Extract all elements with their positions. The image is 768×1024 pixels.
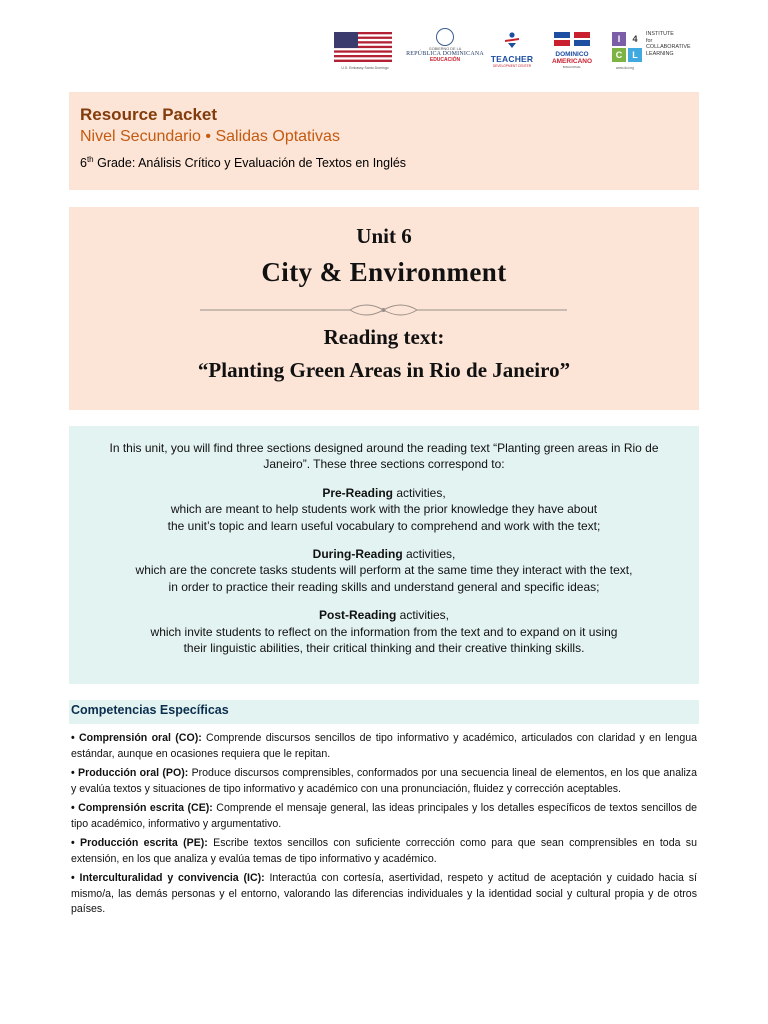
packet-grade: 6th Grade: Análisis Crítico y Evaluación de Textos en Inglés — [80, 155, 407, 171]
competencias-list — [71, 731, 697, 922]
reading-label: Reading text: — [323, 325, 445, 349]
rd-education-logo: GOBIERNO DE LA REPÚBLICA DOMINICANA EDUCACIÓN — [406, 28, 484, 72]
list-item: • Comprensión escrita (CE): Comprende el mensaje general, las ideas principales y los detalles específicos de textos sencillos de tipo académico, informativo y argumentativo. — [71, 802, 698, 830]
unit-number: Unit 6 — [356, 224, 412, 248]
teacher-center-logo: TEACHER DEVELOPMENT CENTER — [486, 32, 538, 72]
packet-subtitle: Nivel Secundario • Salidas Optativas — [80, 128, 340, 145]
list-item: • Comprensión oral (CO): Comprende discursos sencillos de tipo informativo y académico, articulados con claridad y en lengua estándar, aunque en ocasiones requiera que le repitan. — [71, 732, 697, 760]
competencias-heading: Competencias Específicas — [69, 700, 699, 724]
dominico-americano-logo: DOMINICO AMERICANO BINACIONAL — [548, 32, 596, 72]
sponsor-logos — [334, 28, 714, 76]
i4cl-name: INSTITUTE for COLLABORATIVE LEARNING — [646, 31, 691, 57]
i4cl-logo — [612, 32, 716, 76]
list-item: • Producción escrita (PE): Escribe textos sencillos con suficiente corrección como para que sean comprensibles en toda su extensión, en los que analiza y evalúa temas de tipo informativo y académico. — [71, 837, 697, 865]
teacher-figure-icon — [503, 32, 521, 48]
packet-title: Resource Packet — [80, 105, 218, 124]
dominican-flag-icon — [554, 32, 590, 46]
section-pre-reading: Pre-Reading activities, which are meant to help students work with the prior knowledge they have about the unit’s topic and learn useful vocabulary to comprehend and work with the text; — [167, 485, 601, 533]
resource-packet-box — [69, 92, 699, 190]
section-during-reading: During-Reading activities, which are the concrete tasks students will perform at the same time they interact with the text, in order to practice their reading skills and understand general and specific ideas; — [135, 547, 633, 594]
list-item: • Producción oral (PO): Produce discursos comprensibles, conformados por una secuencia lineal de elementos, en los que analiza y evalúa textos y situaciones de tipo informativo y académico con una pronunciación, fluidez y corrección aceptables. — [71, 767, 697, 795]
reading-title: “Planting Green Areas in Rio de Janeiro” — [197, 358, 571, 382]
i4cl-url: www.i4cl.org — [616, 66, 634, 70]
section-post-reading: Post-Reading activities, which invite students to reflect on the information from the text and to expand on it using their linguistic abilities, their critical thinking and their creative thinking skills. — [150, 608, 618, 656]
intro-line: In this unit, you will find three sections designed around the reading text “Planting green areas in Rio de — [109, 441, 659, 455]
unit-name: City & Environment — [261, 257, 507, 287]
i4cl-grid-icon: I 4 C L — [612, 32, 642, 62]
us-flag-icon — [334, 32, 392, 62]
list-item: • Interculturalidad y convivencia (IC): Interactúa con cortesía, asertividad, respeto y actitud de aceptación y cuidado hacia sí mismo/a, las demás personas y el entorno, valorando las diferencias individuales y la identidad social y cultural propia y de otros países. — [71, 872, 697, 915]
rd-seal-icon — [436, 28, 454, 46]
ornamental-divider — [200, 302, 567, 318]
intro-line: Janeiro”. These three sections correspond to: — [263, 457, 505, 472]
embassy-caption: U.S. Embassy Santo Domingo — [341, 66, 389, 70]
unit-box — [69, 207, 699, 410]
intro-box — [69, 426, 699, 684]
